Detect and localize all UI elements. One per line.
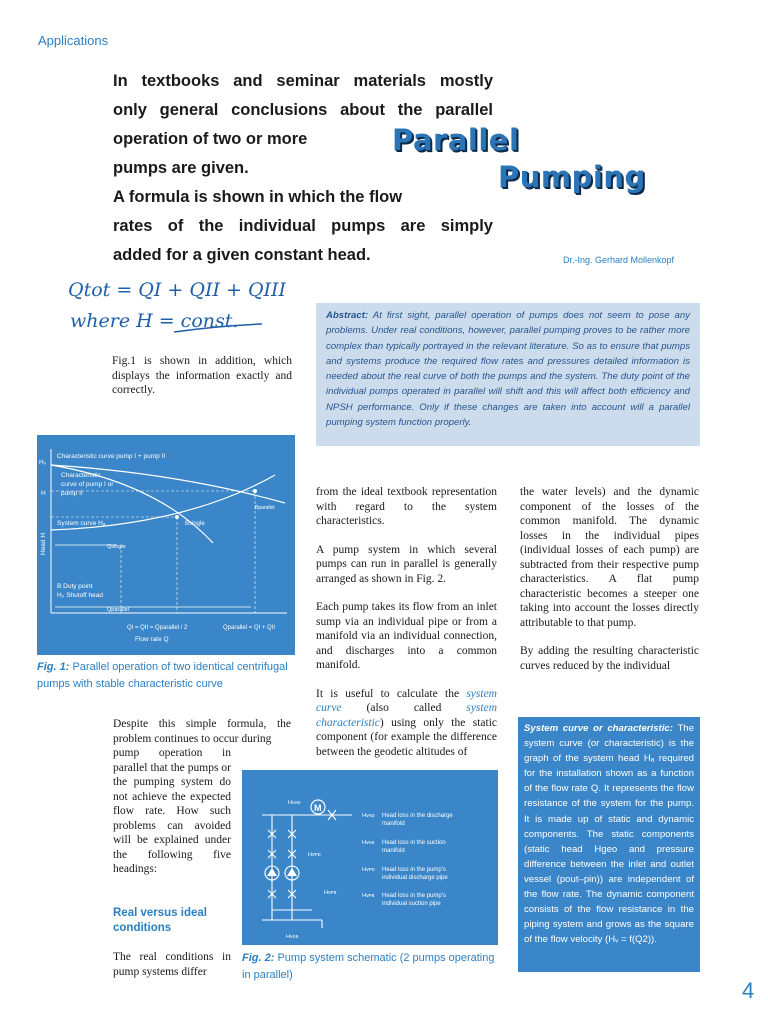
fig1-label-legend-h0: H₀ Shutoff head [57,592,103,599]
abstract-text: At first sight, parallel operation of pumps does not seem to pose any problems. Under real conditions, however, parallel pumping proves to be rather more complex than typically portrayed in the relevant literature. So as to ensure that pumps and systems produce the required flow rates and pressures detailed information is needed about the real curve of both the pumps and the system. The duty point of the individual pumps operated in parallel will shift and this will affect both efficiency and NPSH performance. Only if these changes are taken into account will a parallel pumping system function properly. [326,310,691,429]
middle-text: ) using only the static component (for example the difference between the geodetic altitudes of [316,716,497,758]
middle-paragraph: A pump system in which several pumps can run in parallel is generally arranged as shown in Fig. 2. [316,543,497,585]
left-column-narrow: pump operation in parallel that the pumps or the pumping system do not achieve the expected flow rate. How such problems can avoided will be explained under the following five headings: [113,747,231,875]
fig1-label-single1: Characteristic [61,472,101,479]
middle-paragraph [316,687,497,760]
fig2-legend-text: manifold [382,848,405,854]
intro-line: rates of the individual pumps are simply [113,217,493,235]
right-paragraph: the water levels) and the dynamic component of the losses of the common manifold. The dynamic losses in the individual pipes (individual losses of each pump) are subtracted from their respective pump characteristics. A flat pump characteristic becomes a steeper one taking into account the losses directly attributable to that pump. [520,486,699,629]
intro-line: In textbooks and seminar materials mostly [113,72,493,90]
intro-line: pumps are given. [113,159,249,177]
fig2-diag-label-mid: Hᴠᴘᴅ [308,852,321,858]
fig2-legend-text: Head loss in the pump's [382,867,446,873]
middle-paragraph: from the ideal textbook representation with regard to the system characteristics. [316,486,497,527]
intro-line: added for a given constant head. [113,246,371,264]
fig1-label-q-single: Qsingle [107,544,126,550]
fig2-caption-text: Pump system schematic (2 pumps operating in parallel) [242,952,495,981]
handwritten-formula [66,274,286,336]
fig2-diag-label-bottom: Hᴠᴀꜱ [286,934,299,940]
fig2-legend-sym: Hᴠᴀꜱ [362,840,375,846]
intro-paragraph [113,67,493,270]
fig1-label-h0: H₀ [39,459,47,466]
left-column-top: Despite this simple formula, the problem continues to occur during [113,718,291,745]
abstract-label: Abstract: [326,310,369,321]
fig1-label-q-parallel: Qparallel [107,607,130,613]
fig1-caption-label: Fig. 1: [37,661,70,673]
fig1-label-h: H [41,490,46,497]
fig1-caption-text: Parallel operation of two identical centrifugal pumps with stable characteristic curve [37,661,288,690]
term-system-curve: system curve [316,687,497,714]
formula-line1: Qtot = QI + QII + QIII [68,279,286,301]
fig1-label-q-eq1: QI = QII = Qparallel / 2 [127,625,188,631]
intro-line: operation of two or more [113,130,308,148]
fig2-legend-sym: Hᴠᴘꜱ [362,893,375,899]
fig1-intro-text: Fig.1 is shown in addition, which displays the information exactly and correctly. [112,355,292,396]
fig2-caption [242,950,498,984]
fig2-legend-text: Head loss in the discharge [382,813,453,819]
fig2-legend-text: Head loss in the pump's [382,893,446,899]
fig2-diag-label-low: Hᴠᴘꜱ [324,890,337,896]
definition-sidebar [518,717,700,972]
fig2-legend-text: manifold [382,821,405,827]
fig2-legend-sym: Hᴠᴘᴅ [362,867,375,873]
sidebar-text: The system curve (or characteristic) is the graph of the system head Hₐ required for the installation shown as a function of the flow rate Q. It represents the flow resistance of the system for the pump. It is made up of static and dynamic components. The static components (static head Hgeo and pressure difference between the inlet and outlet vessel (pout–pin)) are independent of the flow rate. The dynamic component consists of the flow resistance in the piping system and grows as the square of the flow velocity (Hᵥ = f(Q2)). [524,723,694,946]
fig1-caption [37,659,297,693]
sidebar-label: System curve or characteristic: [524,723,673,734]
fig1-label-head-axis: Head H [40,532,47,555]
fig1-label-b-parallel: Bparallel [255,505,275,511]
fig2-legend-text: individual discharge pipe [382,875,448,881]
motor-label: M [314,803,322,813]
fig1-label-legend-b: B Duty point [57,583,93,590]
formula-line2: where H = const. [70,310,239,332]
fig2-legend-sym: Hᴠᴀᴅ [362,813,375,819]
fig1-label-single2: curve of pump I or [61,481,114,488]
fig1-label-q-eq2: Qparallel = QI + QII [223,625,276,631]
fig1-label-b-single: Bsingle [185,521,205,527]
page-number: 4 [742,978,755,1003]
fig1-label-system-curve: System curve Hₐ [57,520,106,527]
fig2-caption-label: Fig. 2: [242,952,275,964]
middle-paragraph: Each pump takes its flow from an inlet sump via an individual pipe or from a manifold via an individual connection, and discharges into a common manifold. [316,601,497,671]
left-column-bottom: The real conditions in pump systems differ [113,951,231,978]
intro-line: A formula is shown in which the flow [113,188,403,206]
article-title-line1: Parallel [392,123,520,157]
article-title-line2: Pumping [498,160,646,194]
fig1-label-flow-axis: Flow rate Q [135,636,169,643]
figure-2-diagram [242,770,498,945]
right-paragraph: By adding the resulting characteristic curves reduced by the individual [520,645,699,672]
fig2-legend-text: Head loss in the suction [382,840,446,846]
term-system-characteristic: system characteristic [316,702,498,729]
section-label: Applications [38,33,109,48]
fig2-legend-text: individual suction pipe [382,901,441,907]
fig1-label-curve-sum: Characteristic curve pump I + pump II [57,453,166,460]
figure-1-diagram [37,435,295,655]
right-column [520,485,699,687]
author-name: Dr.-Ing. Gerhard Mollenkopf [563,255,675,265]
abstract-box [316,303,700,446]
middle-text: (also called [366,702,442,714]
fig2-diag-label-top: Hᴠᴀᴅ [288,800,301,806]
subheading-real-vs-ideal: Real versus ideal conditions [113,907,207,934]
middle-column [316,485,497,773]
intro-line: only general conclusions about the parallel [113,101,493,119]
middle-text: It is useful to calculate the [316,687,460,700]
fig1-label-single3: pump II [61,490,83,497]
